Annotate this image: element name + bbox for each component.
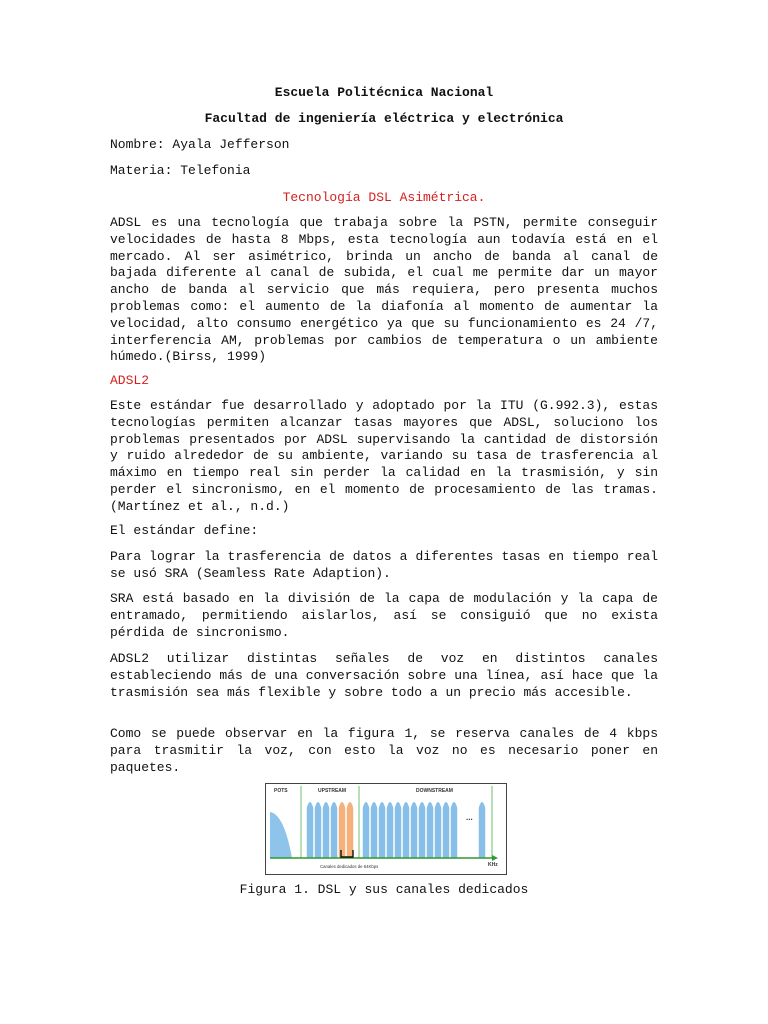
data-channel: [451, 802, 458, 858]
data-channel: [479, 802, 486, 858]
figure-dsl-channels: [265, 783, 507, 875]
data-channel: [387, 802, 394, 858]
data-channel: [395, 802, 402, 858]
pots-channel: [270, 812, 292, 858]
data-channel: [379, 802, 386, 858]
dedicated-channels-label: Canales dedicados de 64Kbps: [320, 864, 379, 869]
data-channel: [307, 802, 314, 858]
paragraph-adsl: ADSL es una tecnología que trabaja sobre la PSTN, permite conseguir velocidades de hasta 8 Mbps, esta tecnología aun todavía está en el mercado. Al ser asimétrico, brinda un ancho de banda al canal de bajada diferente al canal de subida, el cual me permite dar un mayor ancho de banda al servicio que más requiera, pero presenta muchos problemas como: el aumento de la diafonía al momento de aumentar la velocidad, alto consumo energético ya que su funcionamiento es 24 /7, interferencia AM, problemas por cambios de temperatura o un ambiente húmedo.(Birss, 1999): [110, 215, 658, 365]
paragraph-sra-based: SRA está basado en la división de la capa de modulación y la capa de entramado, permitiendo aislarlos, así se consiguió que no exista pérdida de sincronismo.: [110, 591, 658, 640]
data-channel: [411, 802, 418, 858]
dedicated-voice-channel: [347, 802, 354, 858]
subject-line: Materia: Telefonia: [110, 163, 251, 178]
ellipsis-label: ...: [466, 813, 473, 822]
figure-caption: Figura 1. DSL y sus canales dedicados: [239, 882, 529, 897]
paragraph-sra: Para lograr la trasferencia de datos a diferentes tasas en tiempo real se usó SRA (Seamless Rate Adaption).: [110, 549, 658, 581]
data-channel: [427, 802, 434, 858]
data-channel: [419, 802, 426, 858]
dedicated-voice-channel: [339, 802, 346, 858]
downstream-label: DOWNSTREAM: [416, 788, 453, 794]
section-title: Tecnología DSL Asimétrica.: [282, 190, 486, 205]
paragraph-voice-channels: ADSL2 utilizar distintas señales de voz en distintos canales estableciendo más de una conversación sobre una línea, así hace que la trasmisión sea más flexible y sobre todo a un precio más accesible.: [110, 651, 658, 700]
school-heading: Escuela Politécnica Nacional: [274, 85, 494, 100]
data-channel: [331, 802, 338, 858]
paragraph-figure-reference: Como se puede observar en la figura 1, se reserva canales de 4 kbps para trasmitir la voz, con esto la voz no es necesario poner en paquetes.: [110, 726, 658, 775]
dsl-spectrum-diagram: [266, 784, 506, 874]
data-channel: [363, 802, 370, 858]
faculty-heading: Facultad de ingeniería eléctrica y electrónica: [204, 111, 564, 126]
data-channel: [435, 802, 442, 858]
data-channel: [443, 802, 450, 858]
adsl2-title: ADSL2: [110, 373, 150, 388]
student-name: Nombre: Ayala Jefferson: [110, 137, 290, 152]
khz-label: KHz: [488, 862, 498, 868]
pots-label: POTS: [274, 788, 288, 794]
data-channel: [403, 802, 410, 858]
upstream-label: UPSTREAM: [318, 788, 347, 794]
standard-defines: El estándar define:: [110, 523, 259, 538]
axis-arrow: [492, 855, 498, 861]
paragraph-adsl2: Este estándar fue desarrollado y adoptado por la ITU (G.992.3), estas tecnologías permiten alcanzar tasas mayores que ADSL, soluciono los problemas presentados por ADSL supervisando la cantidad de distorsión y ruido alrededor de su ambiente, variando su tasa de trasferencia al máximo en tiempo real sin perder la calidad en la trasmisión, y sin perder el sincronismo, en el momento de procesamiento de las tramas.(Martínez et al., n.d.): [110, 398, 658, 514]
data-channel: [371, 802, 378, 858]
data-channel: [323, 802, 330, 858]
data-channel: [315, 802, 322, 858]
